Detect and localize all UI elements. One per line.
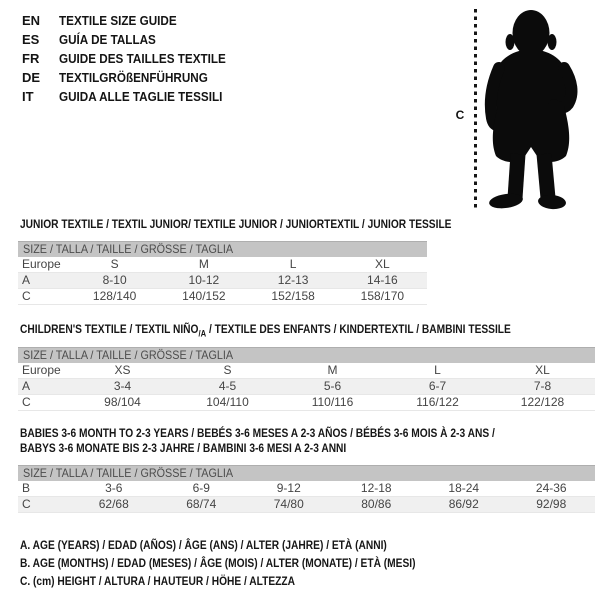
babies-title-line1: BABIES 3-6 MONTH TO 2-3 YEARS / BEBÉS 3-6 MESES A 2-3 AÑOS / BÉBÉS 3-6 MOIS À 2-3 ANS /: [20, 426, 495, 440]
table-cell: 10-12: [188, 273, 220, 287]
language-row-en: [22, 11, 244, 30]
table-row: [18, 273, 427, 289]
junior-table-title: JUNIOR TEXTILE / TEXTIL JUNIOR/ TEXTILE JUNIOR / JUNIORTEXTIL / JUNIOR TESSILE: [20, 217, 452, 231]
children-title-sub: /A: [198, 328, 207, 339]
table-cell: 18-24: [448, 481, 480, 495]
table-cell: 12-18: [360, 481, 392, 495]
table-cell: 116/122: [416, 395, 459, 409]
table-cell: 24-36: [535, 481, 567, 495]
language-row-de: [22, 68, 244, 87]
row-label: C: [22, 395, 31, 409]
table-cell: 5-6: [323, 379, 342, 393]
right-leg: [544, 154, 548, 198]
head: [513, 10, 550, 56]
column-header: L: [289, 257, 297, 271]
language-title: GUIDE DES TAILLES TEXTILE: [59, 51, 226, 66]
language-code: ES: [22, 32, 40, 47]
babies-title-line2: BABYS 3-6 MONATE BIS 2-3 JAHRE / BAMBINI 3-6 MESI A 2-3 ANNI: [20, 441, 347, 455]
table-cell: 98/104: [104, 395, 141, 409]
table-cell: 68/74: [186, 497, 217, 511]
table-cell: 128/140: [92, 289, 137, 303]
children-title-post: / TEXTILE DES ENFANTS / KINDERTEXTIL / BAMBINI TESSILE: [206, 322, 511, 336]
babies-table-title: [20, 426, 495, 456]
region-label: Europe: [22, 363, 61, 377]
language-title-list: [22, 11, 244, 106]
column-header: M: [327, 363, 338, 377]
children-title-pre: CHILDREN'S TEXTILE / TEXTIL NIÑO: [20, 322, 199, 336]
table-cell: 158/170: [360, 289, 405, 303]
table-cell: 122/128: [520, 395, 565, 409]
children-table-title: [20, 322, 511, 341]
shorts: [493, 106, 569, 162]
table-cell: 152/158: [271, 289, 315, 303]
table-cell: 80/86: [361, 497, 392, 511]
language-row-es: [22, 30, 244, 49]
table-row: [18, 481, 595, 497]
language-row-it: [22, 87, 244, 106]
size-header-text: SIZE / TALLA / TAILLE / GRÖSSE / TAGLIA: [23, 348, 234, 362]
column-header-row: [18, 363, 595, 379]
language-title: GUÍA DE TALLAS: [59, 32, 156, 47]
row-label: C: [22, 497, 31, 511]
table-row: [18, 395, 595, 411]
table-cell: 9-12: [276, 481, 301, 495]
children-size-table: [18, 347, 595, 411]
height-measure-label: C: [455, 108, 465, 122]
table-cell: 3-4: [113, 379, 132, 393]
table-cell: 7-8: [533, 379, 552, 393]
toddler-silhouette-image: [482, 6, 582, 212]
column-header: XL: [535, 363, 550, 377]
table-cell: 104/110: [206, 395, 249, 409]
language-code: EN: [22, 13, 41, 28]
table-cell: 6-7: [428, 379, 447, 393]
column-header: L: [434, 363, 441, 377]
language-code: IT: [22, 89, 34, 104]
column-header: M: [198, 257, 209, 271]
table-cell: 110/116: [311, 395, 354, 409]
table-row: [18, 497, 595, 513]
language-row-fr: [22, 49, 244, 68]
language-title: GUIDA ALLE TAGLIE TESSILI: [59, 89, 223, 104]
size-header-text: SIZE / TALLA / TAILLE / GRÖSSE / TAGLIA: [23, 466, 234, 480]
column-header: XL: [375, 257, 390, 271]
row-label: B: [22, 481, 31, 495]
column-header-row: [18, 257, 427, 273]
table-cell: 92/98: [536, 497, 567, 511]
language-code: FR: [22, 51, 40, 66]
language-title: TEXTILGRÖßENFÜHRUNG: [59, 70, 208, 85]
toddler-silhouette-shapes: [488, 10, 571, 210]
babies-size-table: [18, 465, 595, 513]
legend-footnotes: [20, 536, 485, 590]
table-row: [18, 379, 595, 395]
table-cell: 4-5: [218, 379, 237, 393]
column-header: XS: [114, 363, 131, 377]
footnote-age-months: B. AGE (MONTHS) / EDAD (MESES) / ÂGE (MOIS) / ALTER (MONATE) / ETÀ (MESI): [20, 556, 416, 570]
left-leg: [515, 154, 518, 198]
row-label: A: [22, 273, 31, 287]
column-header: S: [223, 363, 232, 377]
table-cell: 8-10: [102, 273, 127, 287]
table-cell: 12-13: [277, 273, 309, 287]
column-header: S: [110, 257, 119, 271]
size-header-bar: [18, 465, 595, 481]
table-cell: 86/92: [448, 497, 479, 511]
table-row: [18, 289, 427, 305]
table-cell: 14-16: [367, 273, 398, 287]
size-header-text: SIZE / TALLA / TAILLE / GRÖSSE / TAGLIA: [23, 242, 234, 256]
footnote-age-years: A. AGE (YEARS) / EDAD (AÑOS) / ÂGE (ANS) / ALTER (JAHRE) / ETÀ (ANNI): [20, 538, 387, 552]
table-cell: 3-6: [105, 481, 123, 495]
table-cell: 140/152: [182, 289, 226, 303]
language-title: TEXTILE SIZE GUIDE: [59, 13, 177, 28]
table-cell: 62/68: [98, 497, 129, 511]
table-cell: 74/80: [273, 497, 304, 511]
height-measure-dashed-line: [474, 9, 477, 208]
table-cell: 6-9: [192, 481, 210, 495]
footnote-height-cm: C. (cm) HEIGHT / ALTURA / HAUTEUR / HÖHE / ALTEZZA: [20, 574, 296, 588]
size-header-bar: [18, 347, 595, 363]
junior-size-table: [18, 241, 427, 305]
row-label: C: [22, 289, 31, 303]
region-label: Europe: [22, 257, 61, 271]
row-label: A: [22, 379, 31, 393]
language-code: DE: [22, 70, 41, 85]
size-header-bar: [18, 241, 427, 257]
